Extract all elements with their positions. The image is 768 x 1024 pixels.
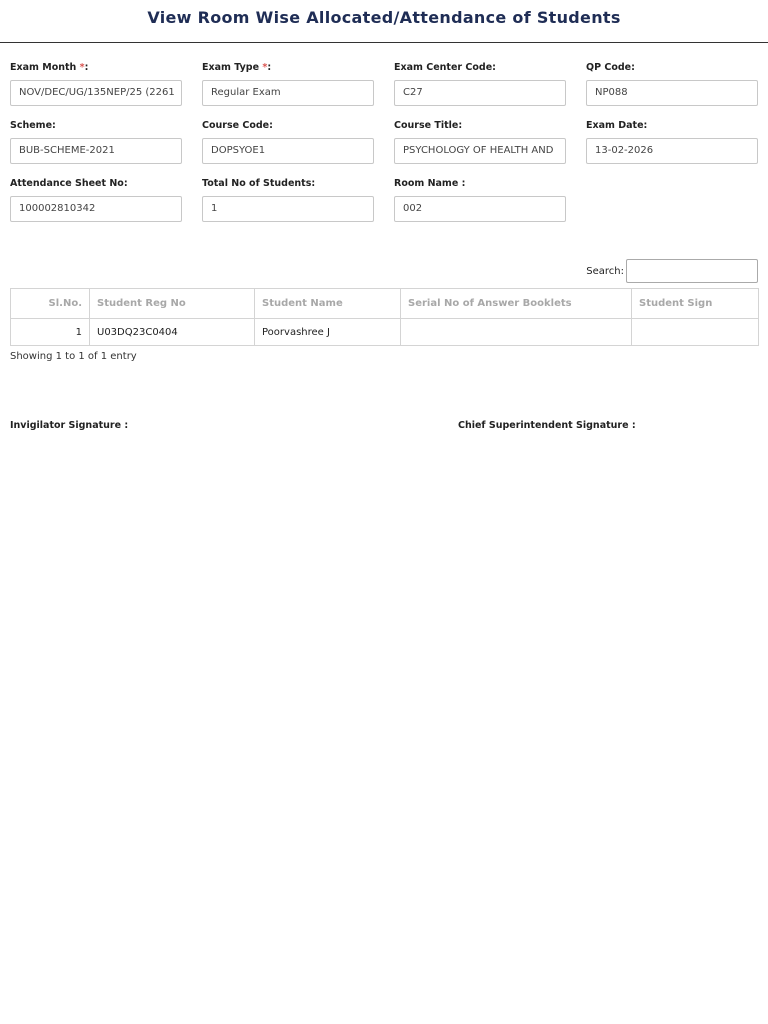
attendance-sheet-no-input[interactable]: 100002810342 bbox=[10, 196, 182, 222]
attendance-sheet-no-label: Attendance Sheet No: bbox=[10, 178, 128, 189]
exam-center-code-label: Exam Center Code: bbox=[394, 62, 496, 73]
exam-type-label: Exam Type *: bbox=[202, 62, 272, 73]
room-name-label: Room Name : bbox=[394, 178, 466, 189]
course-title-label: Course Title: bbox=[394, 120, 463, 131]
cell-sl-no: 1 bbox=[11, 319, 90, 346]
qp-code-input[interactable]: NP088 bbox=[586, 80, 758, 106]
students-table bbox=[10, 288, 759, 346]
search-input[interactable] bbox=[626, 259, 758, 283]
required-mark: * bbox=[79, 62, 85, 73]
scheme-input[interactable]: BUB-SCHEME-2021 bbox=[10, 138, 182, 164]
exam-center-code-field bbox=[394, 62, 566, 106]
scheme-field bbox=[10, 120, 182, 164]
col-answer-booklet-serial[interactable]: Serial No of Answer Booklets bbox=[401, 289, 632, 319]
col-student-reg-no[interactable]: Student Reg No bbox=[90, 289, 255, 319]
table-header-row bbox=[11, 289, 759, 319]
col-student-name[interactable]: Student Name bbox=[255, 289, 401, 319]
attendance-sheet-no-field bbox=[10, 178, 182, 222]
room-name-field bbox=[394, 178, 566, 222]
cell-answer-booklet-serial bbox=[401, 319, 632, 346]
exam-center-code-input[interactable]: C27 bbox=[394, 80, 566, 106]
cell-student-sign bbox=[632, 319, 759, 346]
col-sl-no[interactable]: Sl.No. bbox=[11, 289, 90, 319]
course-title-input[interactable]: PSYCHOLOGY OF HEALTH AND bbox=[394, 138, 566, 164]
exam-date-input[interactable]: 13-02-2026 bbox=[586, 138, 758, 164]
exam-type-input[interactable]: Regular Exam bbox=[202, 80, 374, 106]
exam-type-field bbox=[202, 62, 374, 106]
invigilator-signature-label: Invigilator Signature : bbox=[10, 420, 129, 431]
table-row bbox=[11, 319, 759, 346]
total-students-label: Total No of Students: bbox=[202, 178, 316, 189]
course-code-input[interactable]: DOPSYOE1 bbox=[202, 138, 374, 164]
course-code-label: Course Code: bbox=[202, 120, 273, 131]
total-students-input[interactable]: 1 bbox=[202, 196, 374, 222]
room-name-input[interactable]: 002 bbox=[394, 196, 566, 222]
qp-code-field bbox=[586, 62, 758, 106]
required-mark: * bbox=[262, 62, 268, 73]
col-student-sign[interactable]: Student Sign bbox=[632, 289, 759, 319]
course-title-field bbox=[394, 120, 566, 164]
exam-details-form bbox=[10, 62, 758, 222]
course-code-field bbox=[202, 120, 374, 164]
page-header bbox=[0, 0, 768, 43]
qp-code-label: QP Code: bbox=[586, 62, 635, 73]
cell-student-name: Poorvashree J bbox=[255, 319, 401, 346]
exam-month-field bbox=[10, 62, 182, 106]
cell-student-reg-no: U03DQ23C0404 bbox=[90, 319, 255, 346]
exam-date-label: Exam Date: bbox=[586, 120, 648, 131]
scheme-label: Scheme: bbox=[10, 120, 56, 131]
exam-month-label: Exam Month *: bbox=[10, 62, 89, 73]
page-title: View Room Wise Allocated/Attendance of Students bbox=[147, 7, 621, 27]
table-search bbox=[586, 259, 758, 283]
search-label: Search: bbox=[586, 265, 624, 277]
total-students-field bbox=[202, 178, 374, 222]
table-info: Showing 1 to 1 of 1 entry bbox=[10, 351, 137, 362]
exam-date-field bbox=[586, 120, 758, 164]
chief-superintendent-signature-label: Chief Superintendent Signature : bbox=[458, 420, 636, 431]
exam-month-input[interactable]: NOV/DEC/UG/135NEP/25 (2261 bbox=[10, 80, 182, 106]
